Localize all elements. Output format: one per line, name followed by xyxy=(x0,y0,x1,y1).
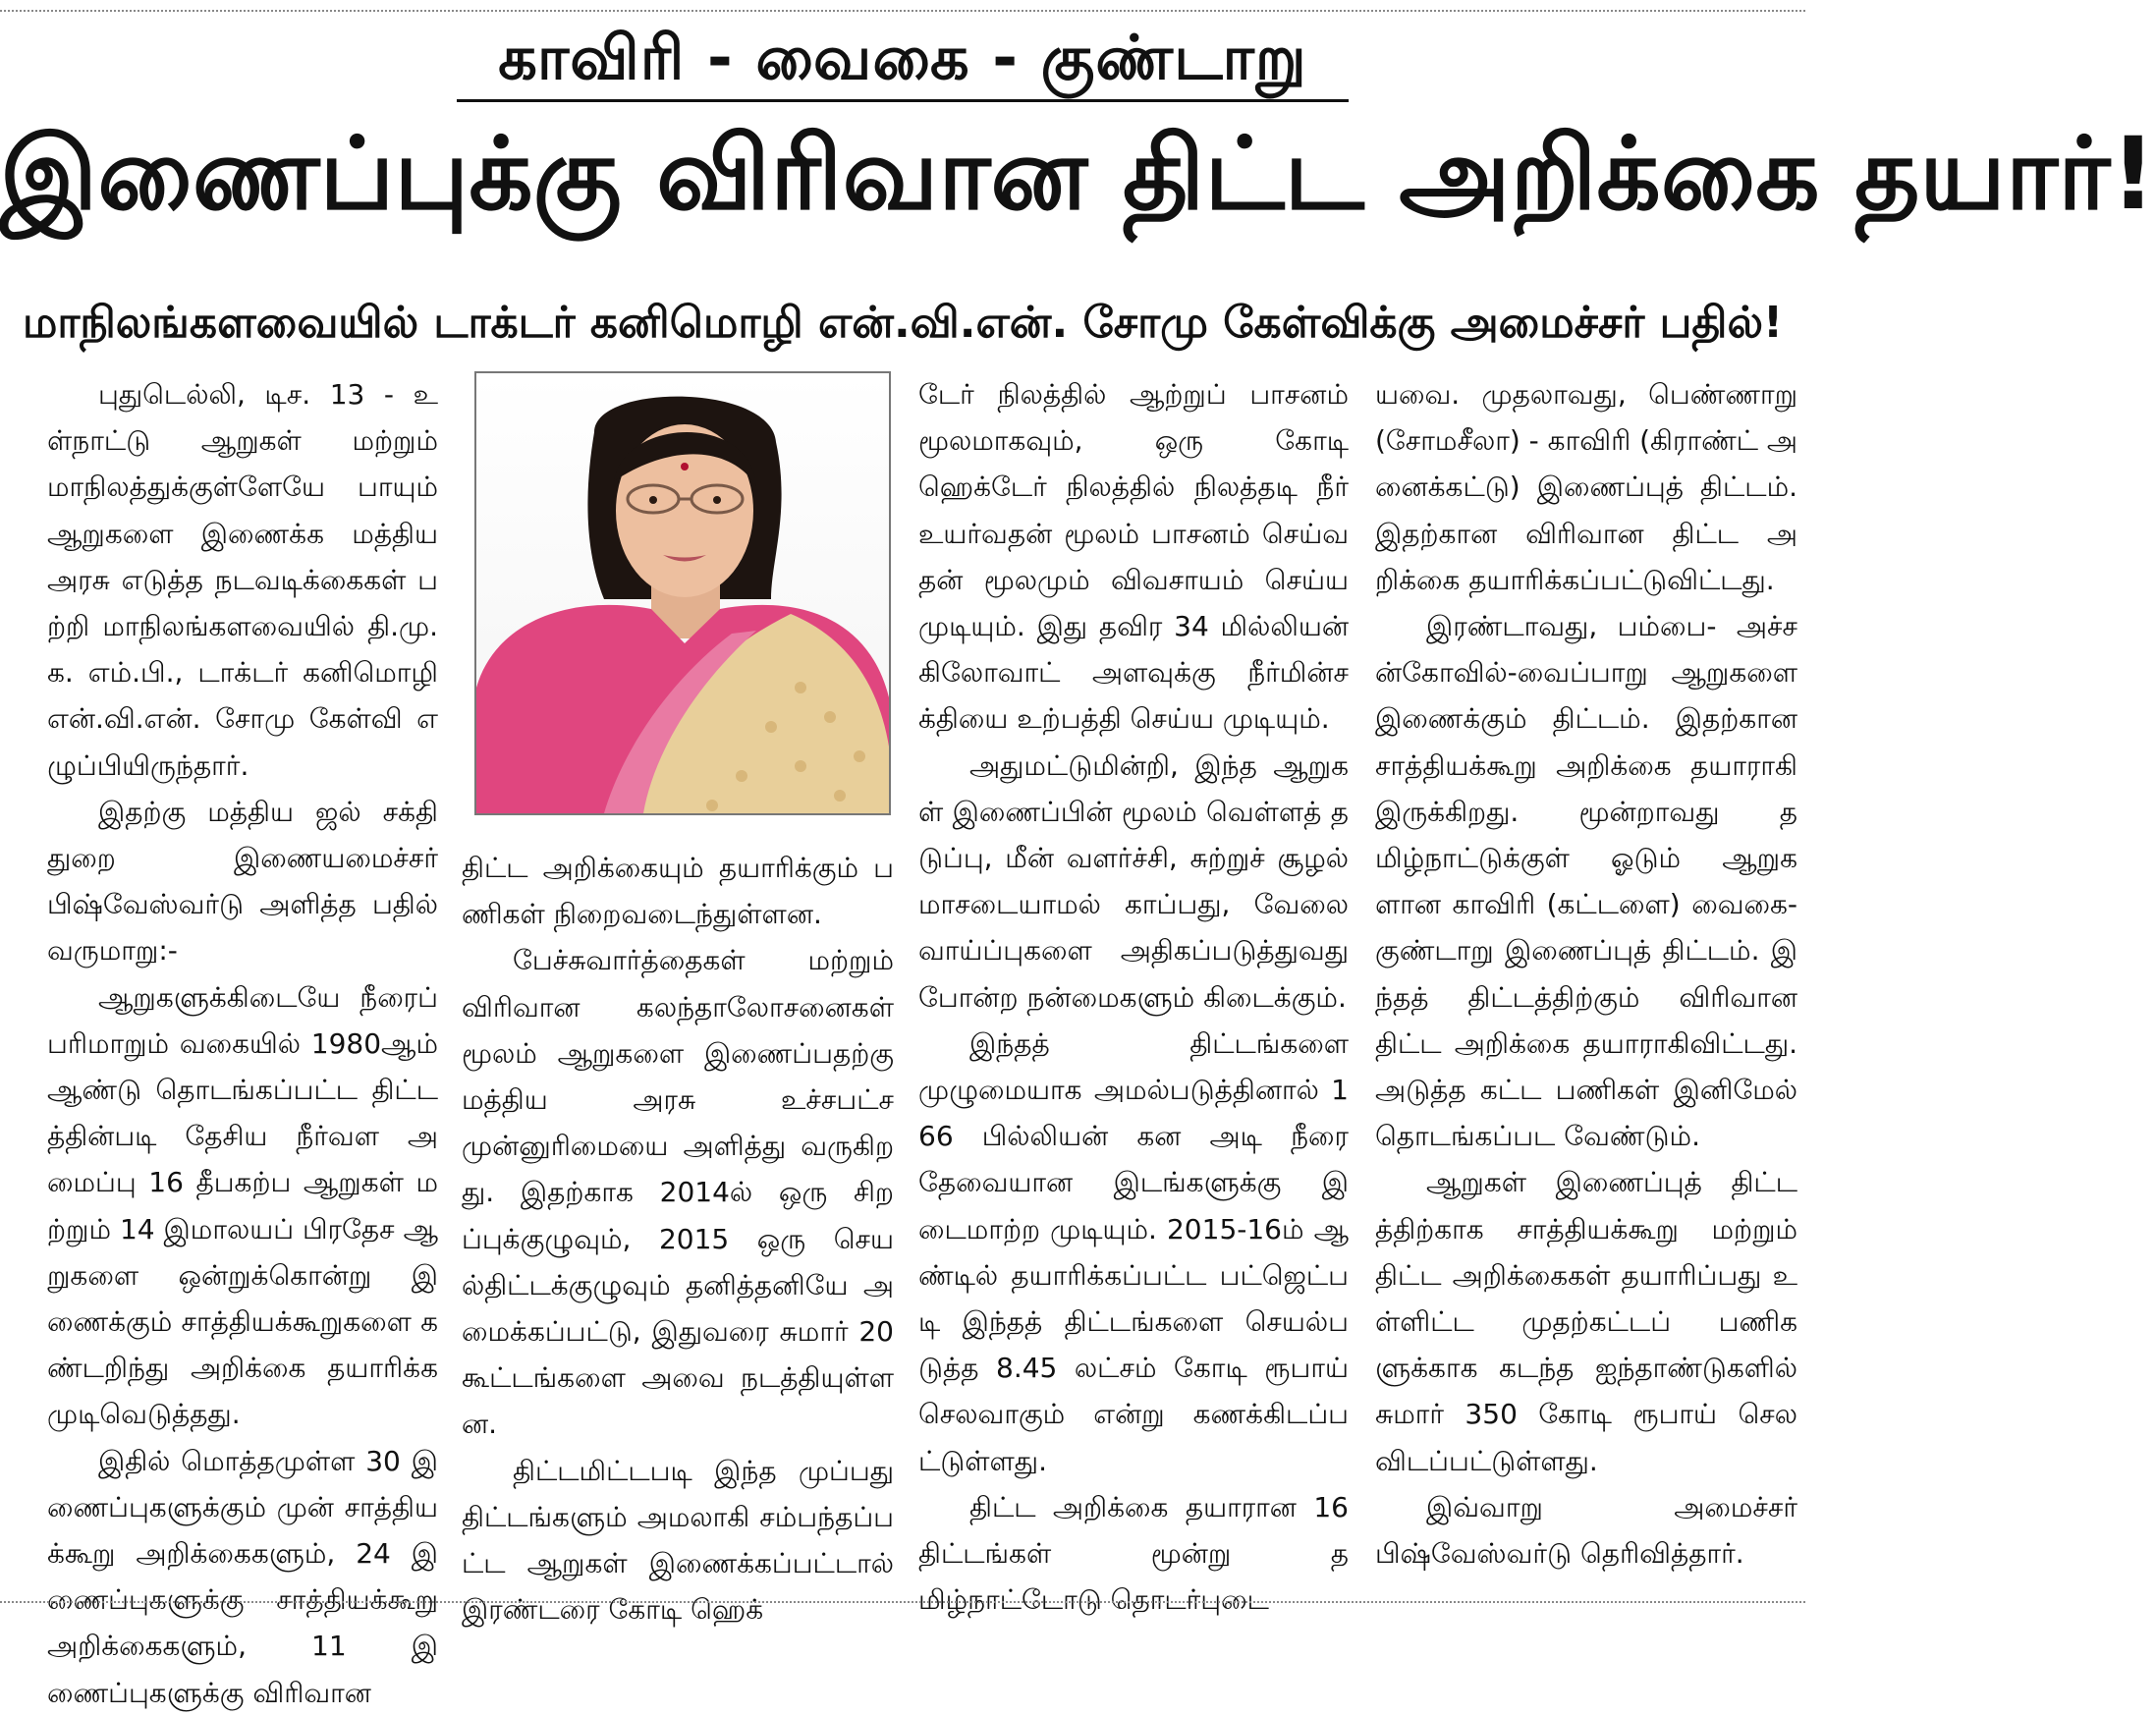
bottom-dotted-rule xyxy=(0,1601,1805,1603)
paragraph: ஆறுகளுக்கிடையே நீரைப் பரிமாறும் வகையில் 1980ஆம் ஆண்டு தொடங்கப்பட்ட திட்டத்தின்படி தேசிய நீர்வள அமைப்பு 16 தீபகற்ப ஆறுகள் மற்றும் 14 இமாலயப் பிரதேச ஆறுகளை ஒன்றுக்கொன்று இணைக்கும் சாத்தியக்கூறுகளை கண்டறிந்து அறிக்கை தயாரிக்க முடிவெடுத்தது. xyxy=(47,980,438,1431)
kicker-heading: காவிரி - வைகை - குண்டாறு xyxy=(498,22,1307,93)
paragraph: ஆறுகள் இணைப்புத் திட்டத்திற்காக சாத்தியக்கூறு மற்றும் திட்ட அறிக்கைகள் தயாரிப்பது உள்ளிட்ட முதற்கட்டப் பணிகளுக்காக கடந்த ஐந்தாண்டுகளில் சுமார் 350 கோடி ரூபாய் செலவிடப்பட்டுள்ளது. xyxy=(1375,1166,1797,1477)
headline: இணைப்புக்கு விரிவான திட்ட அறிக்கை தயார்! xyxy=(0,116,2156,233)
paragraph: இதற்கு மத்திய ஜல் சக்தி துறை இணையமைச்சர் பிஷ்வேஸ்வர்டு அளித்த பதில் வருமாறு:- xyxy=(47,795,438,968)
portrait-illustration xyxy=(476,373,889,813)
paragraph: திட்டமிட்டபடி இந்த முப்பது திட்டங்களும் அமலாகி சம்பந்தப்பட்ட ஆறுகள் இணைக்கப்பட்டால் இரண்டரை கோடி ஹெக் xyxy=(462,1454,894,1627)
article-column-2 xyxy=(462,845,894,1627)
top-dotted-rule xyxy=(0,10,1805,12)
subheadline: மாநிலங்களவையில் டாக்டர் கனிமொழி என்.வி.என். சோமு கேள்விக்கு அமைச்சர் பதில்! xyxy=(22,298,1784,348)
paragraph: யவை. முதலாவது, பெண்ணாறு (சோமசீலா) - காவிரி (கிராண்ட் அனைக்கட்டு) இணைப்புத் திட்டம். இதற்கான விரிவான திட்ட அறிக்கை தயாரிக்கப்பட்டுவிட்டது. xyxy=(1375,378,1798,596)
article-column-1 xyxy=(47,371,438,1709)
article-column-3 xyxy=(918,371,1349,1617)
paragraph: டேர் நிலத்தில் ஆற்றுப் பாசனம் மூலமாகவும், ஒரு கோடி ஹெக்டேர் நிலத்தில் நிலத்தடி நீர் உயர்வதன் மூலம் பாசனம் செய்வதன் மூலமும் விவசாயம் செய்ய முடியும். இது தவிர 34 மில்லியன் கிலோவாட் அளவுக்கு நீர்மின்சக்தியை உற்பத்தி செய்ய முடியும். xyxy=(918,378,1349,736)
paragraph: திட்ட அறிக்கை தயாரான 16 திட்டங்கள் மூன்று தமிழ்நாட்டோடு தொடர்புடை xyxy=(918,1490,1349,1617)
article-column-4 xyxy=(1375,371,1797,1589)
paragraph: இரண்டாவது, பம்பை- அச்சன்கோவில்-வைப்பாறு ஆறுகளை இணைக்கும் திட்டம். இதற்கான சாத்தியக்கூறு அறிக்கை தயாராகி இருக்கிறது. மூன்றாவது தமிழ்நாட்டுக்குள் ஓடும் ஆறுகளான காவிரி (கட்டளை) வைகை- குண்டாறு இணைப்புத் திட்டம். இந்தத் திட்டத்திற்கும் விரிவான திட்ட அறிக்கை தயாராகிவிட்டது. அடுத்த கட்ட பணிகள் இனிமேல் தொடங்கப்பட வேண்டும். xyxy=(1375,610,1797,1153)
kicker-underline xyxy=(457,99,1349,102)
paragraph: பேச்சுவார்த்தைகள் மற்றும் விரிவான கலந்தாலோசனைகள் மூலம் ஆறுகளை இணைப்பதற்கு மத்திய அரசு உச்சபட்ச முன்னுரிமையை அளித்து வருகிறது. இதற்காக 2014ல் ஒரு சிறப்புக்குழுவும், 2015 ஒரு செயல்திட்டக்குழுவும் தனித்தனியே அமைக்கப்பட்டு, இதுவரை சுமார் 20 கூட்டங்களை அவை நடத்தியுள்ளன. xyxy=(462,944,894,1441)
paragraph: அதுமட்டுமின்றி, இந்த ஆறுகள் இணைப்பின் மூலம் வெள்ளத் தடுப்பு, மீன் வளர்ச்சி, சுற்றுச் சூழல் மாசடையாமல் காப்பது, வேலை வாய்ப்புகளை அதிகப்படுத்துவது போன்ற நன்மைகளும் கிடைக்கும். xyxy=(918,748,1349,1014)
paragraph: திட்ட அறிக்கையும் தயாரிக்கும் பணிகள் நிறைவடைந்துள்ளன. xyxy=(462,852,894,931)
paragraph: இவ்வாறு அமைச்சர் பிஷ்வேஸ்வர்டு தெரிவித்தார். xyxy=(1375,1490,1797,1571)
paragraph: இதில் மொத்தமுள்ள 30 இணைப்புகளுக்கும் முன் சாத்தியக்கூறு அறிக்கைகளும், 24 இணைப்புகளுக்கு சாத்தியக்கூறு அறிக்கைகளும், 11 இணைப்புகளுக்கு விரிவான xyxy=(47,1444,438,1709)
paragraph: புதுடெல்லி, டிச. 13 - உள்நாட்டு ஆறுகள் மற்றும் மாநிலத்துக்குள்ளேயே பாயும் ஆறுகளை இணைக்க மத்திய அரசு எடுத்த நடவடிக்கைகள் பற்றி மாநிலங்களவையில் தி.மு.க. எம்.பி., டாக்டர் கனிமொழி என்.வி.என். சோமு கேள்வி எழுப்பியிருந்தார். xyxy=(47,378,438,782)
paragraph: இந்தத் திட்டங்களை முழுமையாக அமல்படுத்தினால் 166 பில்லியன் கன அடி நீரை தேவையான இடங்களுக்கு இடைமாற்ற முடியும். 2015-16ம் ஆண்டில் தயாரிக்கப்பட்ட பட்ஜெட்படி இந்தத் திட்டங்களை செயல்படுத்த 8.45 லட்சம் கோடி ரூபாய் செலவாகும் என்று கணக்கிடப்பட்டுள்ளது. xyxy=(918,1026,1349,1477)
portrait-photo xyxy=(474,371,891,815)
